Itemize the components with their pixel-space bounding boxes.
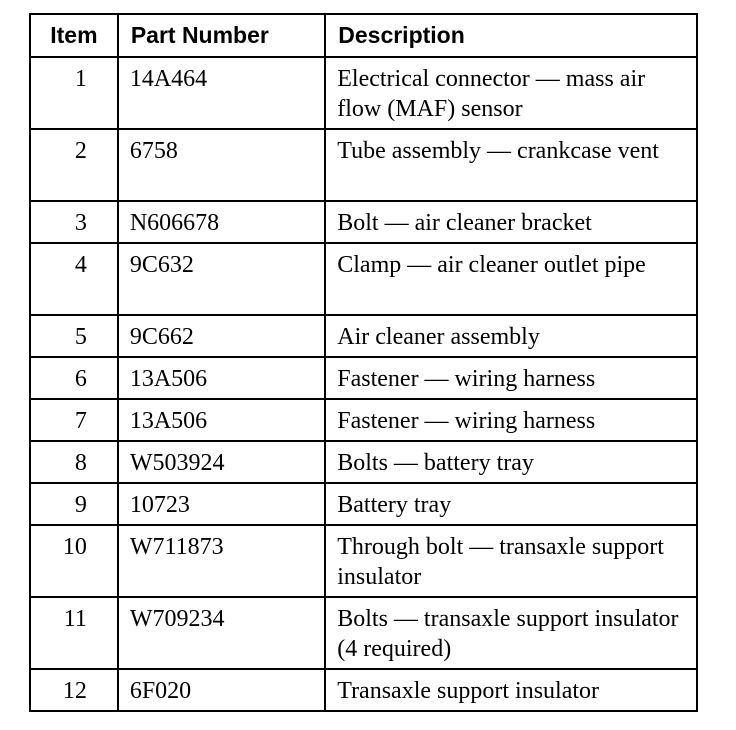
item-cell: 2	[30, 129, 118, 201]
description-cell: Fastener — wiring harness	[325, 399, 697, 441]
table-row	[30, 597, 697, 669]
part-number-cell: W711873	[118, 525, 325, 597]
description-cell: Tube assembly — crankcase vent	[325, 129, 697, 201]
part-number-cell: 6758	[118, 129, 325, 201]
description-cell: Bolts — battery tray	[325, 441, 697, 483]
description-cell: Fastener — wiring harness	[325, 357, 697, 399]
part-number-cell: 6F020	[118, 669, 325, 711]
item-cell: 12	[30, 669, 118, 711]
item-cell: 7	[30, 399, 118, 441]
description-cell: Through bolt — transaxle support insulator	[325, 525, 697, 597]
parts-table	[29, 13, 698, 712]
part-number-cell: W503924	[118, 441, 325, 483]
header-description: Description	[325, 14, 697, 57]
item-cell: 1	[30, 57, 118, 129]
part-number-cell: 14A464	[118, 57, 325, 129]
description-cell: Bolts — transaxle support insulator (4 required)	[325, 597, 697, 669]
header-part-number: Part Number	[118, 14, 325, 57]
header-row	[30, 14, 697, 57]
part-number-cell: 9C662	[118, 315, 325, 357]
table-row	[30, 201, 697, 243]
table-row	[30, 525, 697, 597]
item-cell: 4	[30, 243, 118, 315]
table-row	[30, 57, 697, 129]
part-number-cell: N606678	[118, 201, 325, 243]
description-cell: Electrical connector — mass air flow (MAF) sensor	[325, 57, 697, 129]
table-row	[30, 399, 697, 441]
part-number-cell: 10723	[118, 483, 325, 525]
table-row	[30, 483, 697, 525]
item-cell: 3	[30, 201, 118, 243]
table-row	[30, 129, 697, 201]
part-number-cell: W709234	[118, 597, 325, 669]
description-cell: Air cleaner assembly	[325, 315, 697, 357]
description-cell: Transaxle support insulator	[325, 669, 697, 711]
part-number-cell: 13A506	[118, 357, 325, 399]
item-cell: 8	[30, 441, 118, 483]
table-row	[30, 243, 697, 315]
table-row	[30, 441, 697, 483]
item-cell: 11	[30, 597, 118, 669]
item-cell: 9	[30, 483, 118, 525]
description-cell: Bolt — air cleaner bracket	[325, 201, 697, 243]
part-number-cell: 13A506	[118, 399, 325, 441]
item-cell: 5	[30, 315, 118, 357]
table-row	[30, 669, 697, 711]
item-cell: 10	[30, 525, 118, 597]
table-row	[30, 357, 697, 399]
item-cell: 6	[30, 357, 118, 399]
description-cell: Battery tray	[325, 483, 697, 525]
table-row	[30, 315, 697, 357]
description-cell: Clamp — air cleaner outlet pipe	[325, 243, 697, 315]
part-number-cell: 9C632	[118, 243, 325, 315]
header-item: Item	[30, 14, 118, 57]
